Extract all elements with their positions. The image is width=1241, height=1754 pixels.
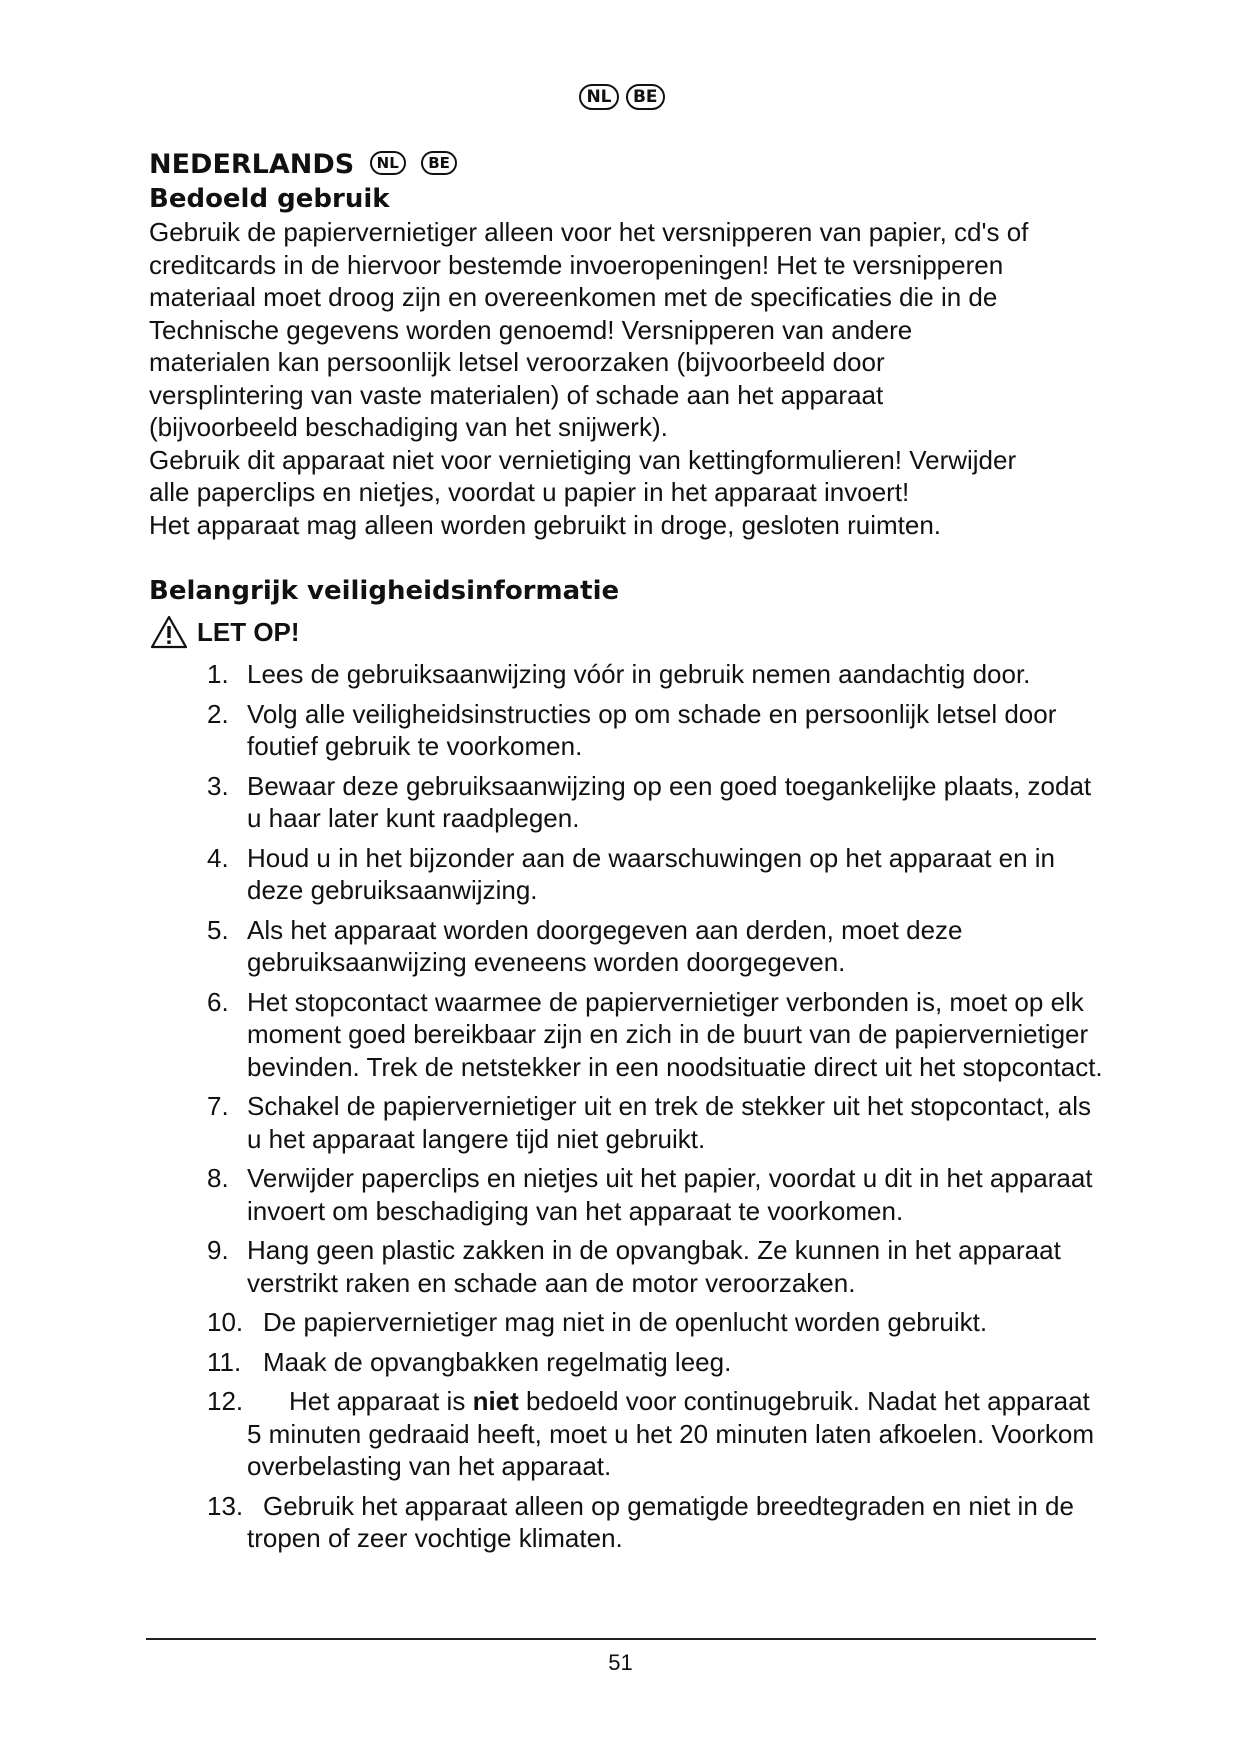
list-item xyxy=(149,1385,1109,1483)
paragraph-line: versplintering van vaste materialen) of schade aan het apparaat xyxy=(149,379,884,410)
item-text: Lees de gebruiksaanwijzing vóór in gebruik nemen aandachtig door. xyxy=(247,659,1031,689)
item-number: 1. xyxy=(207,659,229,689)
list-item xyxy=(149,986,1109,1084)
item-number: 11. xyxy=(207,1346,242,1377)
item-number: 3. xyxy=(207,770,229,801)
warning-triangle-icon xyxy=(149,614,189,650)
item-text: Volg alle veiligheidsinstructies op om schade en persoonlijk letsel door foutief gebruik te voorkomen. xyxy=(247,698,1057,761)
title-badge-be: BE xyxy=(421,151,457,175)
item-number: 5. xyxy=(207,914,229,945)
item-text: Maak de opvangbakken regelmatig leeg. xyxy=(263,1346,732,1377)
list-item xyxy=(149,698,1109,763)
safety-list xyxy=(149,658,1109,1555)
list-item xyxy=(149,1346,1109,1379)
item-number: 2. xyxy=(207,698,229,729)
item-text-before: Het apparaat is xyxy=(289,1386,473,1416)
warning-label: LET OP! xyxy=(197,617,300,647)
paragraph-line: materiaal moet droog zijn en overeenkomen met de specificaties die in de xyxy=(149,282,998,312)
intended-use-heading: Bedoeld gebruik xyxy=(149,184,390,214)
header-language-badges xyxy=(0,84,1241,110)
page-content xyxy=(149,148,1109,1562)
item-number: 12. xyxy=(207,1386,244,1416)
list-item xyxy=(149,1162,1109,1227)
list-item xyxy=(149,658,1109,691)
paragraph-line: Het apparaat mag alleen worden gebruikt in droge, gesloten ruimten. xyxy=(149,509,942,540)
item-number: 7. xyxy=(207,1091,229,1121)
paragraph-line: Gebruik dit apparaat niet voor vernietiging van kettingformulieren! Verwijder xyxy=(149,444,1017,475)
badge-be: BE xyxy=(626,84,665,110)
footer-divider xyxy=(146,1638,1096,1640)
paragraph-line: (bijvoorbeeld beschadiging van het snijwerk). xyxy=(149,412,668,442)
paragraph-line: creditcards in de hiervoor bestemde invoeropeningen! Het te versnipperen xyxy=(149,249,1004,280)
paragraph-line: Gebruik de papiervernietiger alleen voor het versnipperen van papier, cd's of xyxy=(149,217,1029,247)
paragraph-line: alle paperclips en nietjes, voordat u papier in het apparaat invoert! xyxy=(149,477,910,507)
paragraph-line: materialen kan persoonlijk letsel veroorzaken (bijvoorbeeld door xyxy=(149,347,885,377)
list-item xyxy=(149,1306,1109,1339)
page-number: 51 xyxy=(608,1650,633,1675)
paragraph-line: Technische gegevens worden genoemd! Versnipperen van andere xyxy=(149,314,913,345)
warning-row xyxy=(149,614,1109,650)
item-text: Bewaar deze gebruiksaanwijzing op een goed toegankelijke plaats, zodat u haar later kunt raadplegen. xyxy=(247,770,1092,833)
language-title-text: NEDERLANDS xyxy=(149,149,355,180)
item-text-bold: niet xyxy=(472,1386,519,1416)
item-number: 6. xyxy=(207,986,229,1017)
item-text: Houd u in het bijzonder aan de waarschuwingen op het apparaat en in deze gebruiksaanwijzing. xyxy=(247,842,1056,905)
language-title xyxy=(149,148,1109,182)
list-item xyxy=(149,842,1109,907)
item-text: De papiervernietiger mag niet in de openlucht worden gebruikt. xyxy=(263,1307,988,1337)
item-number: 10. xyxy=(207,1307,244,1337)
intended-use-paragraph xyxy=(149,216,1109,541)
title-badge-nl: NL xyxy=(370,151,406,175)
item-text: Gebruik het apparaat alleen op gematigde breedtegraden en niet in de tropen of zeer vochtige klimaten. xyxy=(247,1490,1074,1553)
item-number: 9. xyxy=(207,1235,229,1265)
item-text: Hang geen plastic zakken in de opvangbak. Ze kunnen in het apparaat verstrikt raken en schade aan de motor veroorzaken. xyxy=(247,1235,1061,1298)
item-number: 4. xyxy=(207,842,229,873)
list-item xyxy=(149,1234,1109,1299)
item-text: Schakel de papiervernietiger uit en trek de stekker uit het stopcontact, als u het apparaat langere tijd niet gebruikt. xyxy=(247,1091,1092,1154)
item-text-after: bedoeld voor continugebruik. Nadat het apparaat 5 minuten gedraaid heeft, moet u het 20 minuten laten afkoelen. Voorkom overbelasting van het apparaat. xyxy=(247,1386,1094,1481)
list-item xyxy=(149,914,1109,979)
safety-heading: Belangrijk veiligheidsinformatie xyxy=(149,576,620,606)
item-text: Als het apparaat worden doorgegeven aan derden, moet deze gebruiksaanwijzing eveneens worden doorgegeven. xyxy=(247,914,963,977)
list-item xyxy=(149,1490,1109,1555)
item-text: Verwijder paperclips en nietjes uit het papier, voordat u dit in het apparaat invoert om beschadiging van het apparaat te voorkomen. xyxy=(247,1163,1093,1226)
list-item xyxy=(149,770,1109,835)
item-text: Het stopcontact waarmee de papiervernietiger verbonden is, moet op elk moment goed bereikbaar zijn en zich in de buurt van de papiervernietiger bevinden. Trek de netstekker in een noodsituatie direct uit het stopcontact. xyxy=(247,986,1103,1082)
item-number: 13. xyxy=(207,1490,244,1521)
badge-nl: NL xyxy=(579,84,618,110)
item-number: 8. xyxy=(207,1163,229,1193)
list-item xyxy=(149,1090,1109,1155)
